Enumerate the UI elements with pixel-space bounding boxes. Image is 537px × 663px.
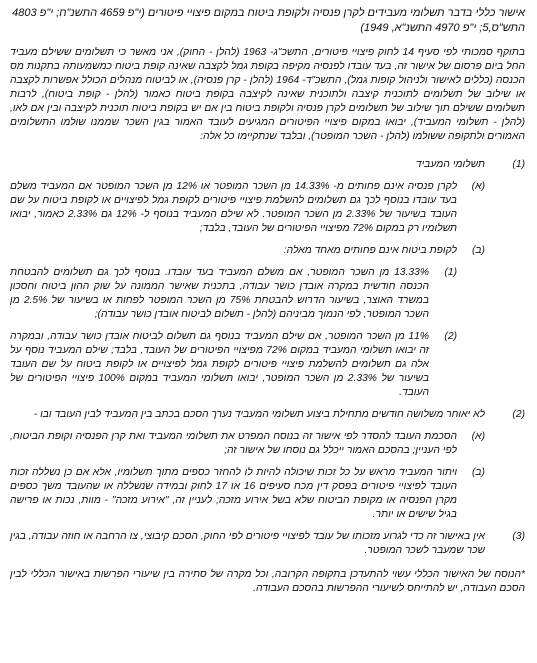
section-1b-1-number: (1) (444, 267, 457, 278)
section-3-number: (3) (512, 531, 525, 542)
intro-paragraph: בתוקף סמכותי לפי סעיף 14 לחוק פיצויי פיטורים, התשכ"ג- 1963 (להלן - החוק), אני מאשר כי תשלומים ששילם מעביד החל ביום פרסום של אישור זה, בעד עובדו לפנסיה מקיפה בקופת גמל לקצבה שאינה קופת ביטוח כמשמעותה בתקנות מס הכנסה (כללים לאישור ולניהול קופות גמל), התשכ"ד- 1964 (להלן - קרן פנסיה), או לביטוח מנהלים הכולל אפשרות לקצבה או שילוב של תשלומים לתוכנית קיצבה ולתוכנית שאינה לקיצבה בקופת ביטוח כאמור (להלן - קופת ביטוח), לרבות תשלומים ששילם תוך שילוב של תשלומים לקרן פנסיה ולקופת ביטוח בין אם יש בקופת ביטוח תוכנית לקיצבה ובין אם לאו, (להלן - תשלומי המעביד), יבואו במקום פיצויי הפיטורים המגיעים לעובד האמור בגין השכר שממנו שולמו התשלומים האמורים ולתקופה ששולמו (להלן - השכר המופטר), ובלבד שנתקיימו כל אלה: (10, 47, 525, 142)
document-title: אישור כללי בדבר תשלומי מעבידים לקרן פנסיה ולקופת ביטוח במקום פיצויי פיטורים (י"פ 4659 התשנ"ח; י"פ 4803 התש"ס,5; י"פ 4970 התשנ"א, 1949) (12, 7, 525, 34)
section-2-heading: לא יאוחר משלושה חודשים מתחילת ביצוע תשלומי המעביד נערך הסכם בכתב בין המעביד לבין העובד ובו - (33, 409, 485, 420)
section-1-number: (1) (512, 159, 525, 170)
section-2b (10, 466, 485, 522)
section-1b-heading: לקופת ביטוח אינם פחותים מאחד מאלה: (283, 245, 457, 256)
section-1a-text: לקרן פנסיה אינם פחותים מ- 14.33% מן השכר המופטר או 12% מן השכר המופטר אם המעביד משלם בעד עובדו בנוסף לכך גם תשלומים להשלמת פיצויי פיטורים לקופת גמל לפיצויים או לקופת ביטוח על שם העובד בשיעור של 2.33% מן השכר המופטר. לא שילם המעביד בנוסף ל- 12% גם 2.33% כאמור, יבואו תשלומיו רק במקום 72% מפיצויי הפיטורים של העובד, בלבד; (10, 181, 458, 234)
section-1b-1-text: 13.33% מן השכר המופטר, אם משלם המעביד בעד עובדו. בנוסף לכך גם תשלומים להבטחת הכנסה חודשית במקרה אובדן כושר עבודה, בתכנית שאישר הממונה על שוק ההון ביטוח וחסכון במשרד האוצר, בשיעור הדרוש להבטחת 75% מן השכר המופטר לפחות או בשיעור של 2.5% מן השכר המופטר, לפי הנמוך מביניהם (להלן - תשלום לביטוח אובדן כושר עבודה); (10, 267, 429, 320)
section-3-text: אין באישור זה כדי לגרוע מזכותו של עובד לפיצויי פיטורים לפי החוק, הסכם קיבוצי, צו הרחבה או חוזה עבודה, בגין שכר שמעבר לשכר המופטר. (10, 531, 485, 556)
footnote: *הנוסח של האישור הכללי עשוי להתעדכן בתקופה הקרובה, וכל מקרה של סתירה בין שיעורי הפרשות באישור הכללי לבין הסכם העבודה, יש להתייחס לשיעורי ההפרשות בהסכם העבודה. (10, 569, 525, 594)
section-1a (10, 180, 485, 236)
section-1b-header (10, 244, 485, 258)
section-1b-1 (10, 266, 457, 322)
section-1b-2-number: (2) (444, 331, 457, 342)
section-2a-text: הסכמת העובד להסדר לפי אישור זה בנוסח המפרט את תשלומי המעביד ואת קרן הפנסיה וקופת הביטוח, לפי העניין; בהסכם האמור ייכלל גם נוסחו של אישור זה; (10, 431, 457, 456)
section-1b-number: (ב) (471, 245, 485, 256)
section-1-header (10, 158, 525, 172)
section-2a-number: (א) (471, 431, 485, 442)
section-2-header (10, 408, 525, 422)
section-3 (10, 530, 525, 558)
section-2b-text: ויתור המעביד מראש על כל זכות שיכולה להיות לו להחזר כספים מתוך תשלומיו, אלא אם כן נשללה זכות העובד לפיצויי פיטורים בפסק דין מכח סעיפים 16 או 17 לחוק ובמידה שנשללה או שהעובד משך כספים מקרן הפנסיה או מקופת הביטוח שלא בשל אירוע מזכה; לעניין זה, "אירוע מזכה" - מוות, נכות או פרישה בגיל שישים או יותר. (10, 467, 457, 520)
section-1a-number: (א) (471, 181, 485, 192)
section-1b-2 (10, 330, 457, 400)
section-2a (10, 430, 485, 458)
section-2-number: (2) (512, 409, 525, 420)
section-1-heading: תשלומי המעביד (415, 159, 485, 170)
section-2b-number: (ב) (471, 467, 485, 478)
section-1b-2-text: 11% מן השכר המופטר, אם שילם המעביד בנוסף גם תשלום לביטוח אובדן כושר עבודה, ובמקרה זה יבואו תשלומי המעביד במקום 72% מפיצויי הפיטורים של העובד, בלבד; שילם המעביד נוסף על אלה גם תשלומים להשלמת פיצויי פיטורים לקופת גמל לפיצויים או לקופת ביטוח על שם העובד בשיעור של 2.33% מן השכר המופטר, יבואו תשלומי המעביד במקום 100% פיצויי הפיטורים של העובד. (10, 331, 429, 398)
